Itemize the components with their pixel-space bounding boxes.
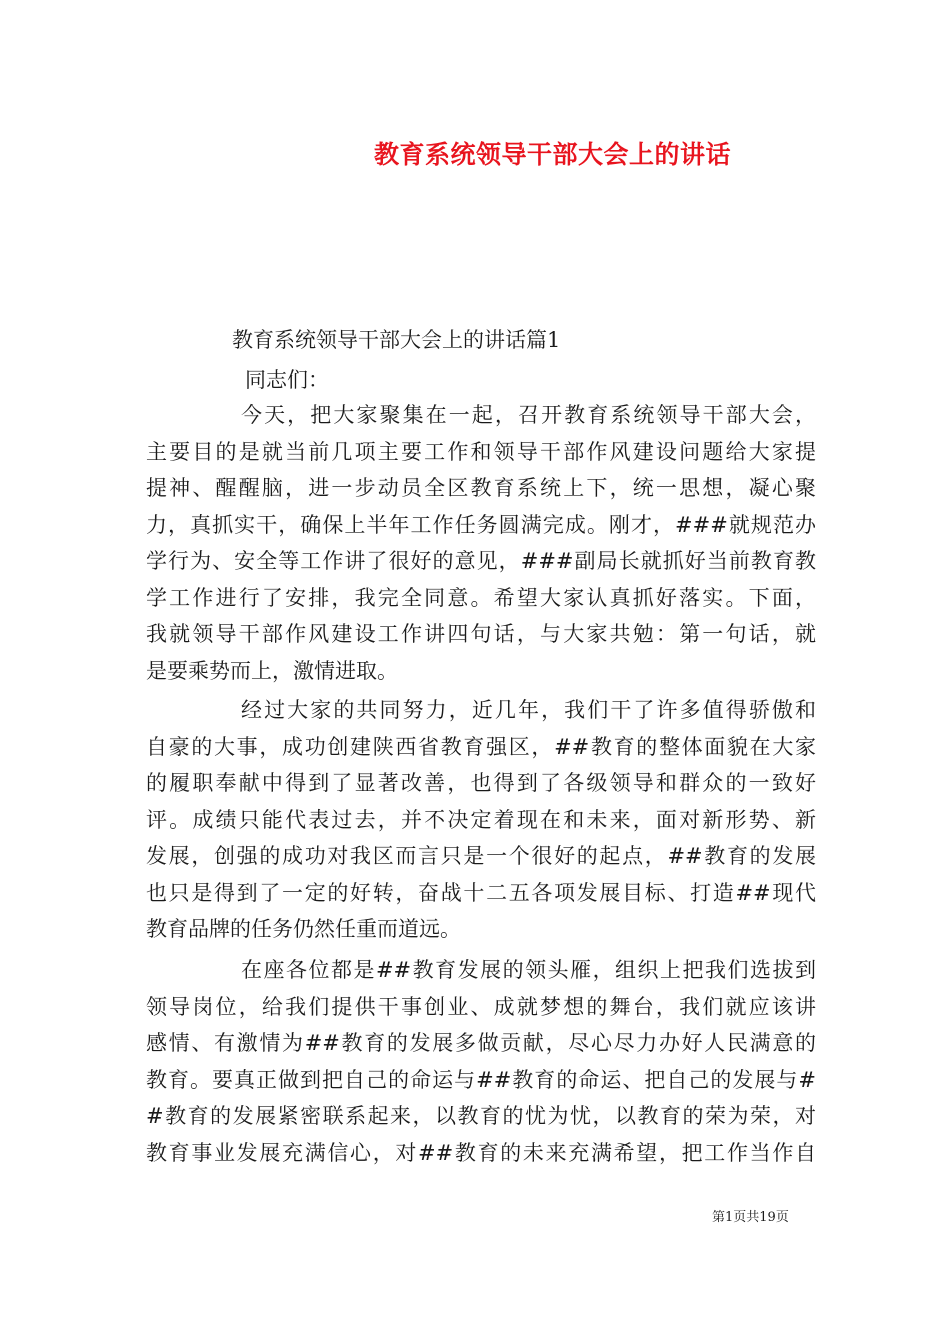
paragraph-line: 学工作进行了安排，我完全同意。希望大家认真抓好落实。下面， <box>146 585 816 610</box>
paragraph-line: 自豪的大事，成功创建陕西省教育强区，##教育的整体面貌在大家 <box>146 734 816 759</box>
paragraph-line: 经过大家的共同努力，近几年，我们干了许多值得骄傲和 <box>241 698 816 722</box>
paragraph-1 <box>146 397 816 689</box>
paragraph-line: 提神、醒醒脑，进一步动员全区教育系统上下，统一思想，凝心聚 <box>146 476 816 500</box>
paragraph-line: 教育。要真正做到把自己的命运与##教育的命运、把自己的发展与# <box>146 1067 816 1092</box>
salutation: 同志们： <box>245 368 329 392</box>
paragraph-line: 在座各位都是##教育发展的领头雁，组织上把我们选拔到 <box>241 958 816 982</box>
paragraph-line: 我就领导干部作风建设工作讲四句话，与大家共勉：第一句话，就 <box>146 622 816 646</box>
paragraph-line: 今天，把大家聚集在一起，召开教育系统领导干部大会， <box>241 403 816 427</box>
paragraph-line: 感情、有激情为##教育的发展多做贡献，尽心尽力办好人民满意的 <box>146 1031 816 1055</box>
paragraph-line: #教育的发展紧密联系起来，以教育的忧为忧，以教育的荣为荣，对 <box>146 1104 816 1128</box>
paragraph-line: 评。成绩只能代表过去，并不决定着现在和未来，面对新形势、新 <box>146 807 816 832</box>
document-subtitle: 教育系统领导干部大会上的讲话篇1 <box>232 328 561 352</box>
paragraph-line: 发展，创强的成功对我区而言只是一个很好的起点，##教育的发展 <box>146 844 816 868</box>
paragraph-line: 教育事业发展充满信心，对##教育的未来充满希望，把工作当作自 <box>146 1140 816 1165</box>
paragraph-line: 的履职奉献中得到了显著改善，也得到了各级领导和群众的一致好 <box>146 771 816 795</box>
paragraph-line: 教育品牌的任务仍然任重而道远。 <box>146 917 461 941</box>
document-title: 教育系统领导干部大会上的讲话 <box>374 140 732 169</box>
paragraph-line: 领导岗位，给我们提供干事创业、成就梦想的舞台，我们就应该讲 <box>146 994 816 1019</box>
paragraph-line: 主要目的是就当前几项主要工作和领导干部作风建设问题给大家提 <box>146 439 816 464</box>
page-number-footer: 第1页共19页 <box>712 1210 789 1225</box>
paragraph-line: 力，真抓实干，确保上半年工作任务圆满完成。刚才，###就规范办 <box>146 512 816 537</box>
paragraph-line: 学行为、安全等工作讲了很好的意见，###副局长就抓好当前教育教 <box>146 549 816 573</box>
paragraph-2 <box>146 692 816 948</box>
paragraph-line: 也只是得到了一定的好转，奋战十二五各项发展目标、打造##现代 <box>146 880 816 905</box>
paragraph-3 <box>146 952 816 1171</box>
paragraph-line: 是要乘势而上，激情进取。 <box>146 658 398 683</box>
